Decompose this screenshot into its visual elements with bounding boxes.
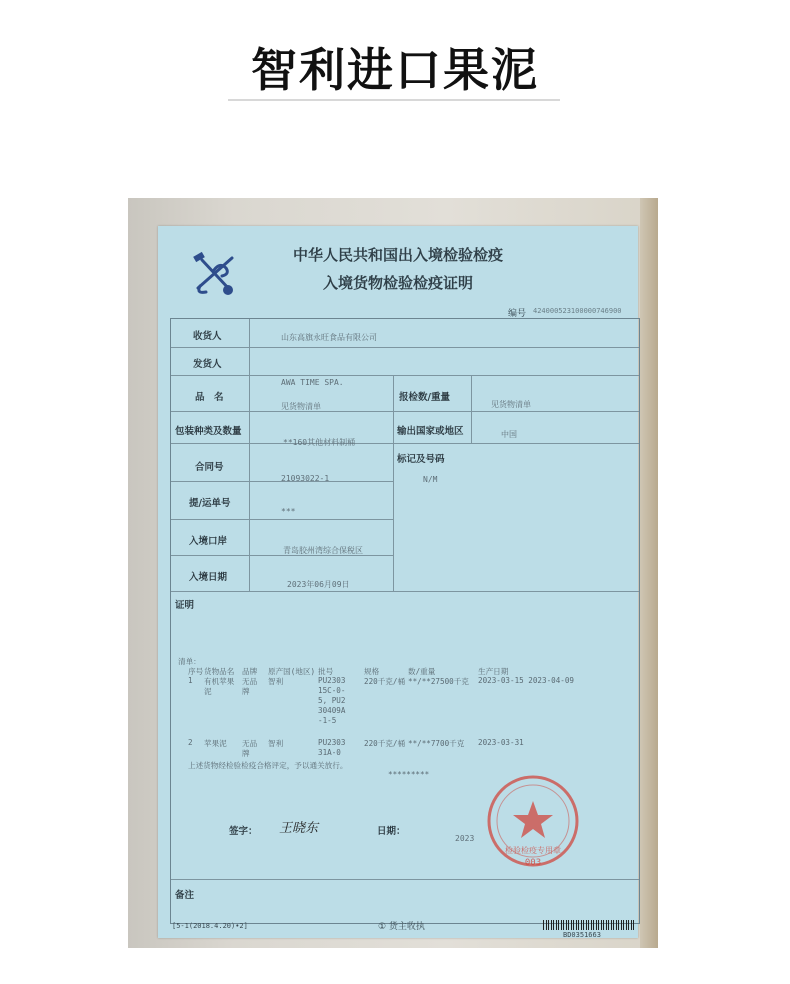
entry-port-label: 入境口岸 xyxy=(189,536,228,547)
detail-column-header: 数/重量 xyxy=(408,667,436,676)
detail-column-header: 批号 xyxy=(318,667,334,676)
form-code: [5-1(2018.4.20)•2] xyxy=(172,922,248,930)
origin-country-value: 中国 xyxy=(501,430,517,439)
detail-cell: 31A-0 xyxy=(318,748,341,757)
detail-cell: 智利 xyxy=(268,739,284,748)
detail-cell: 苹果泥 xyxy=(204,739,227,748)
contract-label: 合同号 xyxy=(195,462,224,473)
certificate-photo xyxy=(128,198,658,948)
signature: 王晓东 xyxy=(279,821,319,836)
table-line xyxy=(171,519,393,520)
entry-date-label: 入境日期 xyxy=(189,572,228,583)
number-value: 424000523100000746900 xyxy=(533,307,622,315)
detail-cell: 有机苹果 xyxy=(204,677,235,686)
detail-cell: **/**27500千克 xyxy=(408,677,469,686)
detail-end-mark: ********* xyxy=(388,770,430,779)
consignee-label: 收货人 xyxy=(193,331,222,342)
certificate-sheet xyxy=(158,226,638,938)
entry-port-value: 青岛胶州湾综合保税区 xyxy=(283,546,363,555)
detail-cell: 2023-03-31 xyxy=(478,738,524,747)
marks-label: 标记及号码 xyxy=(397,454,445,465)
table-line xyxy=(393,375,394,591)
stamp-number: 003 xyxy=(524,858,542,868)
table-line xyxy=(249,319,250,591)
stamp-subtitle: 检验检疫专用章 xyxy=(505,846,561,855)
table-line xyxy=(171,411,639,412)
detail-column-header: 生产日期 xyxy=(478,667,509,676)
packing-value: **160其他材料制桶 xyxy=(283,438,356,447)
entry-date-value: 2023年06月09日 xyxy=(287,580,350,589)
detail-column-header: 原产国(地区) xyxy=(268,667,316,676)
date-value: 2023 xyxy=(455,834,475,843)
detail-cell: 无品 xyxy=(242,677,258,686)
official-seal-icon xyxy=(483,771,583,871)
table-line xyxy=(171,443,639,444)
detail-cell: 无品 xyxy=(242,739,258,748)
consignor-label: 发货人 xyxy=(193,359,222,370)
detail-cell: 5, PU2 xyxy=(318,696,346,705)
consignor-value: AWA TIME SPA. xyxy=(281,378,344,387)
declared-qty-value: 见货物清单 xyxy=(491,400,531,409)
barcode xyxy=(543,920,635,930)
detail-cell: PU2303 xyxy=(318,738,346,747)
goods-name-value: 见货物清单 xyxy=(281,402,321,411)
bl-value: *** xyxy=(281,507,296,516)
table-line xyxy=(171,347,639,348)
signature-label: 签字： xyxy=(229,826,258,837)
detail-list-label: 清单： xyxy=(178,657,201,666)
title-divider xyxy=(228,99,560,101)
goods-name-label: 品 名 xyxy=(195,392,224,403)
detail-column-header: 序号 xyxy=(188,667,204,676)
detail-cell: 牌 xyxy=(242,749,250,758)
consignee-value: 山东高旗永旺食品有限公司 xyxy=(281,333,377,342)
detail-cell: 220千克/桶 xyxy=(364,739,406,748)
detail-cell: 15C-0- xyxy=(318,686,346,695)
page-title: 智利进口果泥 xyxy=(251,43,539,97)
detail-column-header: 规格 xyxy=(364,667,380,676)
detail-cell: 牌 xyxy=(242,687,250,696)
declared-qty-label: 报检数/重量 xyxy=(399,392,450,403)
copy-holder: ① 货主收执 xyxy=(378,922,425,932)
detail-cell: 2 xyxy=(188,738,193,747)
certificate-title: 入境货物检验检疫证明 xyxy=(322,274,473,292)
detail-cell: 泥 xyxy=(204,687,212,696)
detail-cell: -1-5 xyxy=(318,716,337,725)
detail-cell: 30409A xyxy=(318,706,346,715)
detail-conclusion: 上述货物经检验检疫合格评定，予以通关放行。 xyxy=(188,761,348,770)
detail-cell: 220千克/桶 xyxy=(364,677,406,686)
contract-value: 21093022-1 xyxy=(281,474,330,483)
photo-edge xyxy=(640,198,658,948)
detail-cell: 2023-03-15 2023-04-09 xyxy=(478,676,575,685)
barcode-number: BD0351663 xyxy=(563,931,601,939)
remarks-label: 备注 xyxy=(175,890,195,901)
table-line xyxy=(171,879,639,880)
date-label: 日期： xyxy=(377,826,406,837)
certificate-issuer: 中华人民共和国出入境检验检疫 xyxy=(292,246,503,264)
table-line xyxy=(171,591,639,592)
proof-label: 证明 xyxy=(175,600,195,611)
table-line xyxy=(471,375,472,443)
number-label: 编号 xyxy=(508,309,527,319)
detail-cell: 1 xyxy=(188,676,193,685)
origin-country-label: 输出国家或地区 xyxy=(397,426,464,437)
marks-value: N/M xyxy=(423,475,438,484)
detail-cell: 智利 xyxy=(268,677,284,686)
detail-cell: PU2303 xyxy=(318,676,346,685)
detail-column-header: 货物品名 xyxy=(204,667,235,676)
packing-label: 包装种类及数量 xyxy=(175,426,242,437)
detail-cell: **/**7700千克 xyxy=(408,739,465,748)
table-line xyxy=(171,375,639,376)
bl-label: 提/运单号 xyxy=(189,498,231,509)
detail-column-header: 品牌 xyxy=(242,667,258,676)
